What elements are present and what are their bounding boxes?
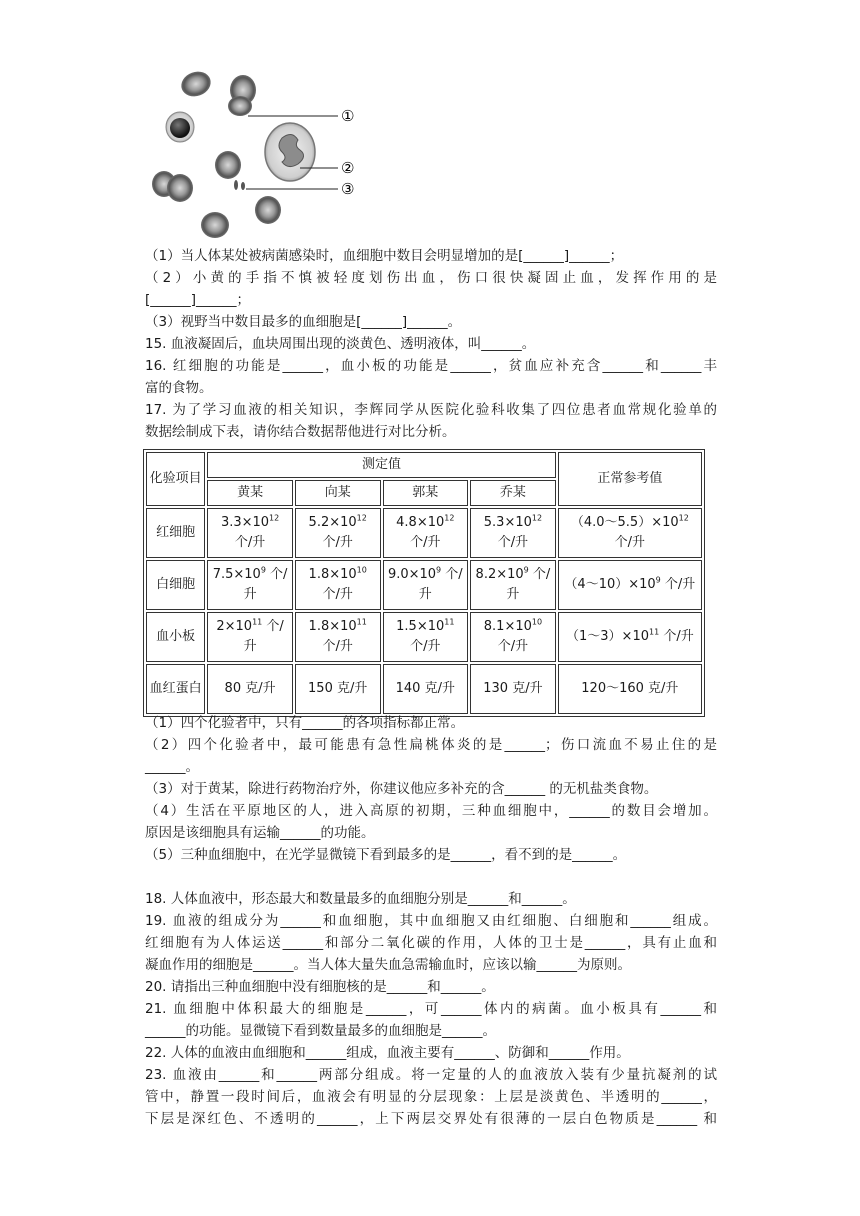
header-patient: 黄某 (207, 480, 293, 506)
measured-value-cell (470, 612, 556, 662)
measured-value-cell (295, 612, 381, 662)
value-base: 3.3×10 (220, 515, 270, 530)
blood-smear-figure (140, 62, 380, 247)
reference-value-cell (558, 508, 702, 558)
measured-value-cell (470, 664, 556, 714)
measured-value-cell (207, 508, 293, 558)
q17-part2a: （2）四个化验者中，最可能患有急性扁桃体炎的是______；伤口流血不易止住的是 (145, 737, 717, 753)
q17-part3: （3）对于黄某，除进行药物治疗外，你建议他应多补充的含______ 的无机盐类食物。 (145, 781, 658, 797)
question-17-line2: 数据绘制成下表，请你结合数据帮他进行对比分析。 (145, 424, 456, 440)
value-unit: 个/升 (410, 535, 441, 550)
questions-18-23 (145, 888, 717, 1130)
question-23-line2: 管中，静置一段时间后，血液会有明显的分层现象：上层是淡黄色、半透明的______， (145, 1089, 717, 1105)
value-exponent: 9 (655, 575, 661, 585)
measured-value-cell (295, 508, 381, 558)
value-unit: 个/升 (322, 535, 353, 550)
value-unit: 个/升 (660, 577, 696, 592)
question-15: 15. 血液凝固后，血块周围出现的淡黄色、透明液体，叫______。 (145, 336, 536, 352)
question-16-line2: 富的食物。 (145, 380, 213, 396)
platelet (241, 182, 245, 190)
value-base: 140 克/升 (395, 681, 455, 696)
blood-test-table (143, 449, 705, 717)
question-19-line2: 红细胞有为人体运送______和部分二氧化碳的作用，人体的卫士是______，具有止血和 (145, 935, 717, 951)
red-blood-cell (228, 96, 252, 116)
header-reference: 正常参考值 (558, 452, 702, 506)
value-base: （1～3）×10 (566, 629, 649, 644)
measured-value-cell (207, 560, 293, 610)
table-row (146, 664, 702, 714)
q14-part3: （3）视野当中数目最多的血细胞是[______]______。 (145, 314, 462, 330)
value-base: 2×10 (216, 619, 253, 634)
value-base: 130 克/升 (483, 681, 543, 696)
nucleus (170, 118, 190, 138)
value-base: 1.8×10 (308, 619, 357, 634)
question-23-line3: 下层是深红色、不透明的______，上下两层交界处有很薄的一层白色物质是______ 和 (145, 1111, 717, 1127)
value-base: 1.8×10 (308, 567, 357, 582)
value-base: 8.1×10 (483, 619, 532, 634)
value-unit: 个/升 (322, 639, 353, 654)
q17-part5: （5）三种血细胞中，在光学显微镜下看到最多的是______，看不到的是______。 (145, 847, 627, 863)
value-exponent: 11 (356, 617, 367, 627)
value-base: （4～10）×10 (564, 577, 656, 592)
header-patient: 向某 (295, 480, 381, 506)
q17-part4a: （4）生活在平原地区的人，进入高原的初期，三种血细胞中，______的数目会增加。 (145, 803, 717, 819)
value-exponent: 12 (678, 513, 689, 523)
reference-value-cell (558, 612, 702, 662)
figure-label-1: ① (341, 107, 355, 125)
q14-part1: （1）当人体某处被病菌感染时，血细胞中数目会明显增加的是[______]______； (145, 248, 624, 264)
value-base: 7.5×10 (212, 567, 261, 582)
red-blood-cell (201, 212, 229, 238)
value-unit: 个/升 (243, 619, 284, 654)
question-18: 18. 人体血液中，形态最大和数量最多的血细胞分别是______和______。 (145, 891, 576, 907)
question-16-line1: 16. 红细胞的功能是______，血小板的功能是______，贫血应补充含______和______丰 (145, 358, 717, 374)
value-unit: 个/升 (322, 587, 353, 602)
platelet (234, 180, 238, 190)
value-exponent: 12 (531, 513, 543, 523)
reference-value-cell (558, 664, 702, 714)
value-unit: 个/升 (497, 639, 529, 654)
value-unit: 个/升 (234, 535, 266, 550)
row-label: 白细胞 (146, 560, 205, 610)
question-20: 20. 请指出三种血细胞中没有细胞核的是______和______。 (145, 979, 495, 995)
measured-value-cell (207, 664, 293, 714)
value-exponent: 12 (356, 513, 367, 523)
q14-part2b: [______]______； (145, 292, 251, 308)
measured-value-cell (295, 664, 381, 714)
value-base: 1.5×10 (396, 619, 445, 634)
value-unit: 个/升 (497, 535, 529, 550)
value-exponent: 10 (356, 565, 367, 575)
figure-label-3: ③ (341, 180, 355, 198)
value-exponent: 10 (531, 617, 543, 627)
value-unit: 个/升 (614, 535, 646, 550)
question-19-line3: 凝血作用的细胞是______。当人体大量失血急需输血时，应该以输______为原则。 (145, 957, 631, 973)
header-measured: 测定值 (207, 452, 555, 478)
value-base: 8.2×10 (475, 567, 524, 582)
measured-value-cell (383, 612, 469, 662)
table-row (146, 612, 702, 662)
question-21-line1: 21. 血细胞中体积最大的细胞是______，可______体内的病菌。血小板具有______和 (145, 1001, 717, 1017)
q17-part4b: 原因是该细胞具有运输______的功能。 (145, 825, 375, 841)
q14-part2a: （2）小黄的手指不慎被轻度划伤出血，伤口很快凝固止血，发挥作用的是 (145, 270, 717, 286)
question-22: 22. 人体的血液由血细胞和______组成，血液主要有______、防御和______作用。 (145, 1045, 630, 1061)
value-base: 150 克/升 (308, 681, 368, 696)
value-exponent: 12 (269, 513, 280, 523)
value-exponent: 9 (260, 565, 266, 575)
measured-value-cell (383, 560, 469, 610)
measured-value-cell (295, 560, 381, 610)
measured-value-cell (207, 612, 293, 662)
red-blood-cell (167, 174, 193, 202)
value-exponent: 11 (444, 617, 455, 627)
value-base: 9.0×10 (387, 567, 437, 582)
measured-value-cell (383, 508, 469, 558)
table-row (146, 508, 702, 558)
value-exponent: 11 (252, 617, 263, 627)
row-label: 血红蛋白 (146, 664, 205, 714)
header-patient: 乔某 (470, 480, 556, 506)
q17-part2b: ______。 (145, 759, 199, 775)
value-unit: 个/升 (659, 629, 694, 644)
question-19-line1: 19. 血液的组成分为______和血细胞，其中血细胞又由红细胞、白细胞和______组成。 (145, 913, 717, 929)
question-17-parts (145, 712, 717, 866)
value-unit: 个/升 (410, 639, 441, 654)
row-label: 红细胞 (146, 508, 205, 558)
red-blood-cell (255, 196, 281, 224)
figure-label-2: ② (341, 159, 355, 177)
value-unit: 个/升 (418, 567, 463, 602)
value-exponent: 9 (523, 565, 529, 575)
value-base: 5.3×10 (483, 515, 532, 530)
value-base: 80 克/升 (224, 681, 276, 696)
value-unit: 个/升 (243, 567, 288, 602)
value-base: 120～160 克/升 (581, 681, 679, 696)
red-blood-cell (215, 151, 241, 179)
table-body (146, 508, 702, 714)
q17-part1: （1）四个化验者中，只有______的各项指标都正常。 (145, 715, 465, 731)
value-unit: 个/升 (506, 567, 551, 602)
measured-value-cell (383, 664, 469, 714)
question-17-line1: 17. 为了学习血液的相关知识，李辉同学从医院化验科收集了四位患者血常规化验单的 (145, 402, 717, 418)
value-exponent: 12 (444, 513, 455, 523)
reference-value-cell (558, 560, 702, 610)
value-exponent: 9 (436, 565, 442, 575)
header-patient: 郭某 (383, 480, 469, 506)
table-row (146, 560, 702, 610)
value-base: 5.2×10 (308, 515, 357, 530)
measured-value-cell (470, 508, 556, 558)
red-blood-cell (178, 68, 214, 101)
row-label: 血小板 (146, 612, 205, 662)
question-23-line1: 23. 血液由______和______两部分组成。将一定量的人的血液放入装有少量抗凝剂的试 (145, 1067, 717, 1083)
measured-value-cell (470, 560, 556, 610)
value-base: （4.0～5.5）×10 (570, 515, 679, 530)
header-item: 化验项目 (146, 452, 205, 506)
question-21-line2: ______的功能。显微镜下看到数量最多的血细胞是______。 (145, 1023, 496, 1039)
value-base: 4.8×10 (396, 515, 445, 530)
question-14-block (145, 245, 717, 443)
value-exponent: 11 (649, 627, 660, 637)
